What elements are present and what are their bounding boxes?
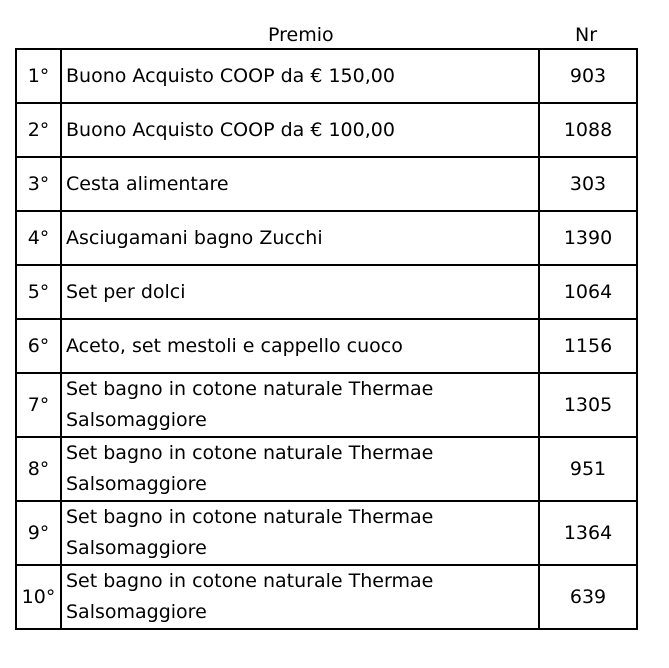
number-cell: 1088 [539, 103, 637, 157]
rank-cell: 1° [16, 49, 61, 103]
number-cell: 639 [539, 565, 637, 629]
rank-cell: 9° [16, 501, 61, 565]
prize-cell: Cesta alimentare [61, 157, 539, 211]
rank-cell: 2° [16, 103, 61, 157]
prize-cell: Set per dolci [61, 265, 539, 319]
table-row [16, 319, 637, 373]
number-cell: 1364 [539, 501, 637, 565]
rank-cell: 7° [16, 373, 61, 437]
prize-cell: Asciugamani bagno Zucchi [61, 211, 539, 265]
number-cell: 1064 [539, 265, 637, 319]
number-cell: 1156 [539, 319, 637, 373]
number-cell: 1305 [539, 373, 637, 437]
rank-cell: 10° [16, 565, 61, 629]
table-row [16, 265, 637, 319]
prize-cell: Buono Acquisto COOP da € 150,00 [61, 49, 539, 103]
table-row [16, 49, 637, 103]
prize-cell: Aceto, set mestoli e cappello cuoco [61, 319, 539, 373]
header-number: Nr [575, 24, 598, 46]
number-cell: 303 [539, 157, 637, 211]
table-row [16, 157, 637, 211]
table-row [16, 103, 637, 157]
number-cell: 1390 [539, 211, 637, 265]
number-cell: 951 [539, 437, 637, 501]
prize-cell: Set bagno in cotone naturale Thermae Salsomaggiore [61, 437, 539, 501]
number-cell: 903 [539, 49, 637, 103]
rank-cell: 5° [16, 265, 61, 319]
rank-cell: 3° [16, 157, 61, 211]
table-row [16, 501, 637, 565]
prize-cell: Set bagno in cotone naturale Thermae Salsomaggiore [61, 501, 539, 565]
rank-cell: 8° [16, 437, 61, 501]
table-row [16, 373, 637, 437]
table-row [16, 211, 637, 265]
prize-table [15, 48, 638, 630]
prize-cell: Buono Acquisto COOP da € 100,00 [61, 103, 539, 157]
prize-cell: Set bagno in cotone naturale Thermae Salsomaggiore [61, 565, 539, 629]
prize-cell: Set bagno in cotone naturale Thermae Salsomaggiore [61, 373, 539, 437]
rank-cell: 6° [16, 319, 61, 373]
header-prize: Premio [268, 24, 334, 46]
rank-cell: 4° [16, 211, 61, 265]
table-row [16, 565, 637, 629]
table-row [16, 437, 637, 501]
